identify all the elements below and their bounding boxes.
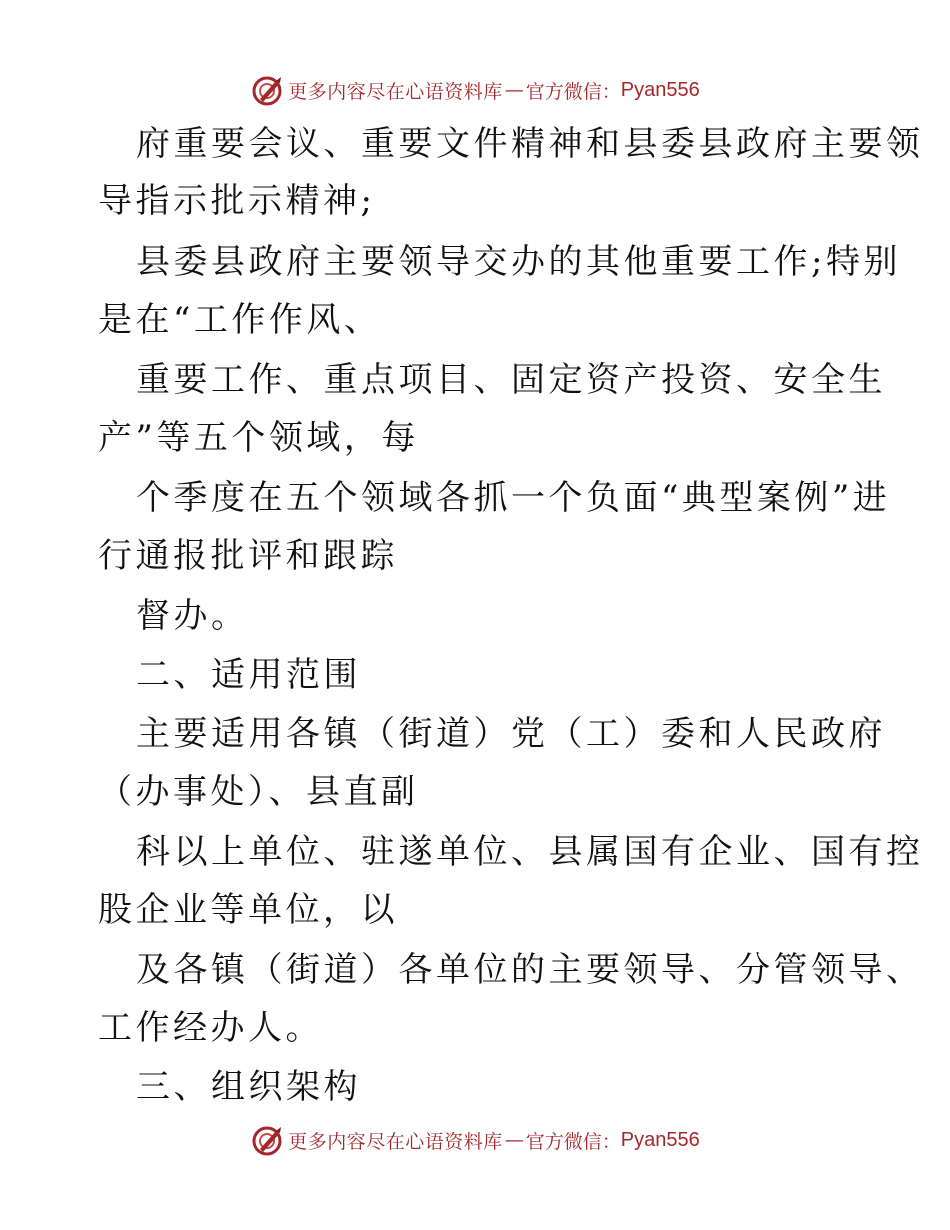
header-wechat-id: Pyan556 [620, 78, 700, 101]
brand-logo-icon [250, 73, 284, 107]
footer-wechat-id: Pyan556 [620, 1128, 700, 1151]
paragraph-line: （办事处）、县直副 [98, 772, 419, 812]
paragraph-line: 科以上单位、驻遂单位、县属国有企业、国有控 [136, 832, 924, 872]
section-heading: 三、组织架构 [136, 1067, 361, 1107]
header-separator: — [504, 79, 524, 101]
paragraph-line: 个季度在五个领域各抓一个负面“典型案例”进 [136, 478, 891, 518]
footer-separator: — [504, 1129, 524, 1151]
paragraph-line: 及各镇（街道）各单位的主要领导、分管领导、 [136, 950, 924, 990]
paragraph-line: 主要适用各镇（街道）党（工）委和人民政府 [136, 714, 886, 754]
paragraph-line: 行通报批评和跟踪 [98, 536, 398, 576]
paragraph-line: 股企业等单位，以 [98, 890, 398, 930]
paragraph-line: 县委县政府主要领导交办的其他重要工作;特别 [136, 242, 901, 282]
footer-official-label: 官方微信： [525, 1130, 621, 1153]
section-heading: 二、适用范围 [136, 655, 361, 695]
brand-logo-icon [250, 1123, 284, 1157]
header-official-label: 官方微信： [525, 80, 621, 103]
paragraph-line: 导指示批示精神; [98, 181, 376, 221]
paragraph-line: 重要工作、重点项目、固定资产投资、安全生 [136, 360, 886, 400]
footer-banner [0, 1120, 950, 1160]
footer-title: 更多内容尽在心语资料库 [288, 1130, 503, 1153]
paragraph-line: 产”等五个领域，每 [98, 418, 419, 458]
header-banner [0, 70, 950, 110]
paragraph-line: 府重要会议、重要文件精神和县委县政府主要领 [136, 124, 924, 164]
paragraph-line: 督办。 [136, 596, 249, 636]
paragraph-line: 工作经办人。 [98, 1008, 323, 1048]
paragraph-line: 是在“工作作风、 [98, 300, 382, 340]
header-title: 更多内容尽在心语资料库 [288, 80, 503, 103]
